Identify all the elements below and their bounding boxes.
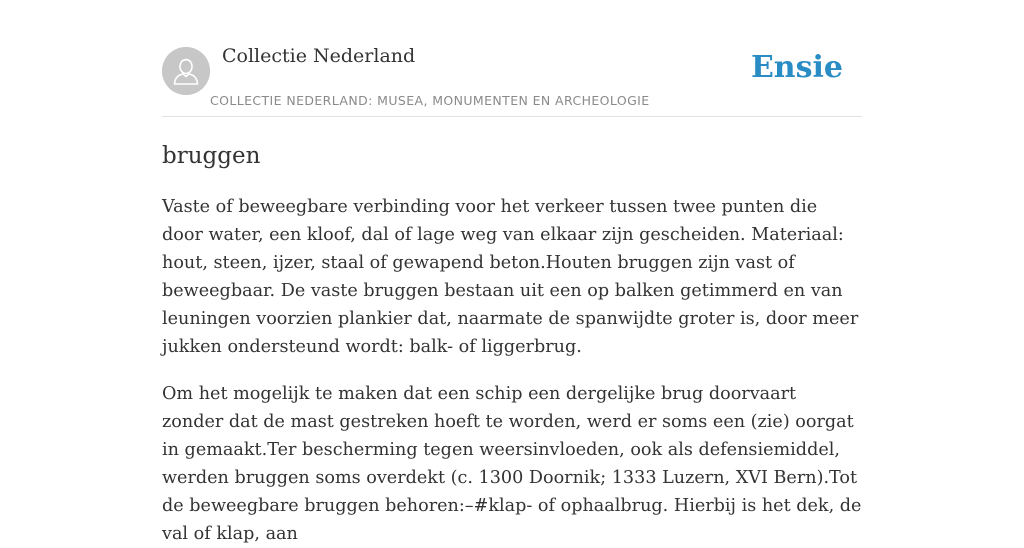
entry-paragraph: Vaste of beweegbare verbinding voor het verkeer tussen twee punten die door water, een kloof, dal of lage weg van elkaar zijn gescheiden. Materiaal: hout, steen, ijzer, staal of gewapend beton.Houten bruggen zijn vast of beweegbaar. De vaste bruggen bestaan uit een op balken getimmerd en van leuningen voorzien plankier dat, naarmate de spanwijdte groter is, door meer jukken ondersteund wordt: balk- of liggerbrug. bbox=[162, 197, 859, 357]
content-column bbox=[162, 0, 862, 548]
source-subtitle: COLLECTIE NEDERLAND: MUSEA, MONUMENTEN EN ARCHEOLOGIE bbox=[210, 93, 650, 108]
entry-paragraph: Om het mogelijk te maken dat een schip een dergelijke brug doorvaart zonder dat de mast gestreken hoeft te worden, werd er soms een (zie) oorgat in gemaakt.Ter bescherming tegen weersinvloeden, ook als defensiemiddel, werden bruggen soms overdekt (c. 1300 Doornik; 1333 Luzern, XVI Bern).Tot de beweegbare bruggen behoren:–#klap- of ophaalbrug. Hierbij is het dek, de val of klap, aan bbox=[162, 384, 862, 544]
source-header bbox=[162, 0, 862, 117]
source-name-link[interactable]: Collectie Nederland bbox=[222, 45, 416, 67]
ensie-logo-link[interactable]: Ensie bbox=[750, 50, 843, 85]
entry-title: bruggen bbox=[162, 143, 261, 169]
user-placeholder-icon[interactable] bbox=[162, 47, 210, 95]
entry-body bbox=[162, 193, 862, 548]
